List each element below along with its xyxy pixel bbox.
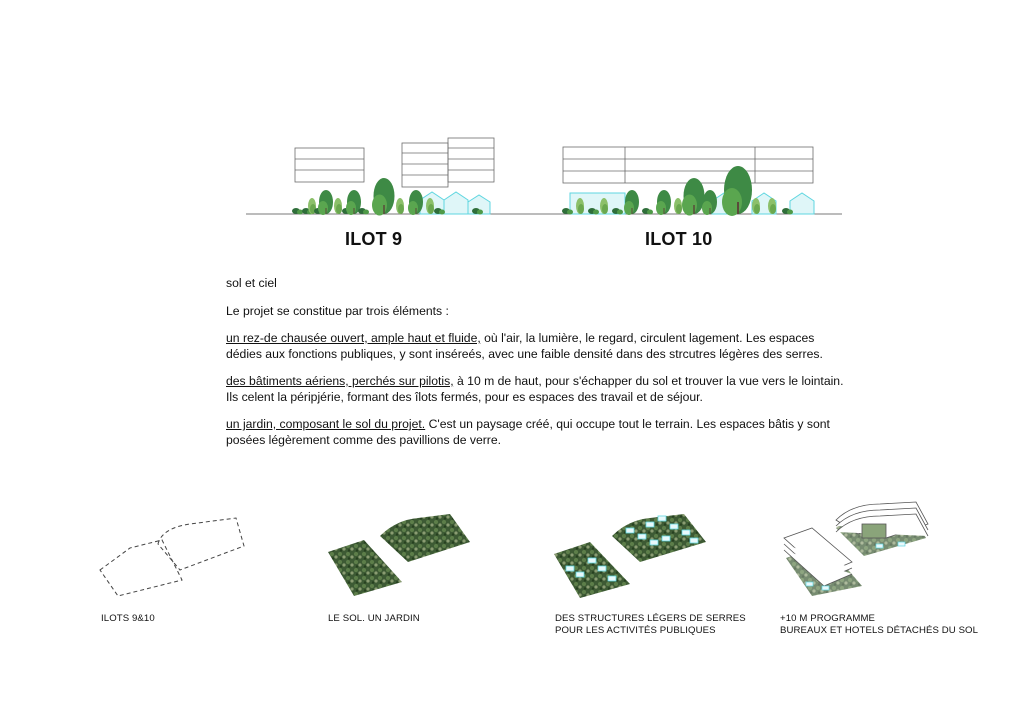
ilot10-building (563, 147, 813, 183)
ilot9-building-left (295, 148, 364, 182)
project-description (226, 276, 846, 460)
item3-rest: C'est un paysage créé, qui occupe tout le terrain. Les espaces bâtis y sont posées légèrement comme des pavillions de verre. (226, 417, 830, 447)
diagram-greenhouse-structures (550, 510, 730, 605)
diagram-elevated-programme (776, 498, 936, 600)
ilot10-title: ILOT 10 (645, 229, 713, 249)
diagram-ilots-outline (90, 510, 260, 600)
description-heading: sol et ciel (226, 276, 277, 290)
caption-programme (780, 613, 978, 637)
item2-lead: des bâtiments aériens, perchés sur pilotis, (226, 374, 454, 388)
caption-ilots (101, 613, 155, 625)
caption-greenhouses (555, 613, 746, 637)
caption-programme-line1: +10 M PROGRAMME (780, 613, 876, 624)
item1-lead: un rez-de chausée ouvert, ample haut et fluide, (226, 331, 481, 345)
description-item-ground-floor (226, 331, 846, 362)
ilot9-building-middle (402, 143, 448, 187)
description-intro: Le projet se constitue par trois éléments : (226, 303, 449, 318)
description-item-garden (226, 417, 846, 448)
ilot9-title: ILOT 9 (345, 229, 403, 249)
site-elevation-drawing (0, 0, 1024, 230)
caption-garden-line1: LE SOL. UN JARDIN (328, 613, 420, 624)
caption-programme-line2: BUREAUX ET HOTELS DÉTACHÉS DU SOL (780, 625, 979, 636)
caption-greenhouses-line2: POUR LES ACTIVITÉS PUBLIQUES (555, 625, 716, 636)
description-item-buildings (226, 374, 846, 405)
caption-greenhouses-line1: DES STRUCTURES LÉGERS DE SERRES (555, 613, 746, 624)
caption-garden (328, 613, 420, 625)
ilot9-building-right (448, 138, 494, 182)
diagram-garden-ground (322, 512, 482, 602)
caption-ilots-line1: ILOTS 9&10 (101, 613, 155, 624)
item2-rest: à 10 m de haut, pour s'échapper du sol et trouver la vue vers le lointain. Ils celent la péripjérie, formant des îlots fermés, pour es espaces des travail et de séjour. (226, 374, 844, 404)
item3-lead: un jardin, composant le sol du projet. (226, 417, 426, 431)
item1-rest: où l'air, la lumière, le regard, circulent lagement. Les espaces dédies aux fonctions publiques, y sont inséreés, avec une faible densité dans des strcutres légères des serres. (226, 331, 823, 361)
